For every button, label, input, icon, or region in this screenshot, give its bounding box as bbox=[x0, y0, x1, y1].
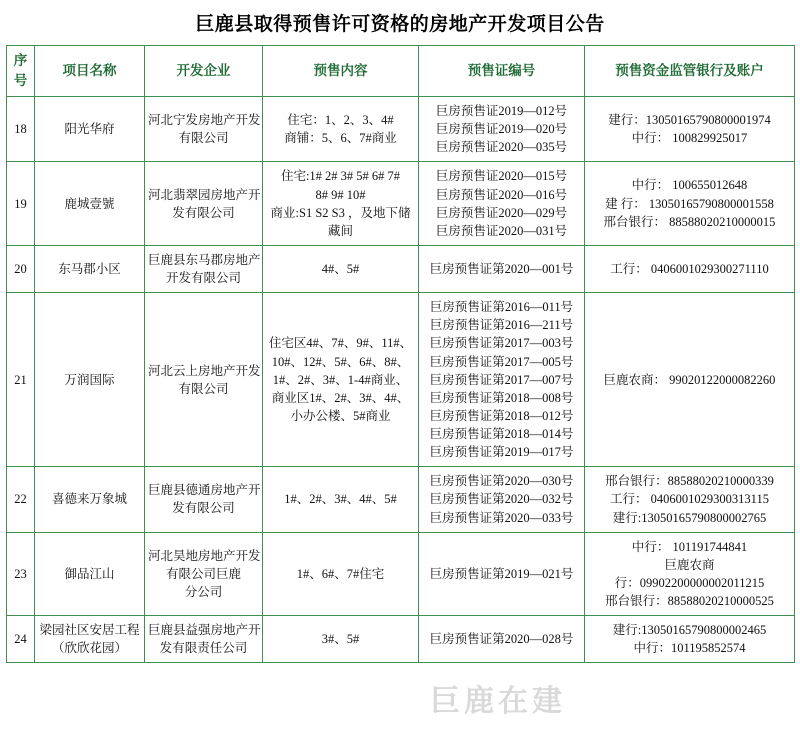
cell-line: 巨房预售证第2020—032号 bbox=[429, 492, 574, 507]
cell-line: 工行： 0406001029300271110 bbox=[610, 261, 769, 276]
cell-line: 1#、2#、3#、4#、5# bbox=[284, 492, 397, 507]
cell-line: 巨房预售证第2018—014号 bbox=[429, 427, 574, 441]
cell-index: 21 bbox=[7, 293, 35, 467]
cell-line: 商业:S1 S2 S3 ，及地下储 bbox=[270, 205, 411, 220]
cell-line: 河北翡翠园房地产开 bbox=[148, 187, 261, 202]
cell-project-name: 万润国际 bbox=[35, 293, 145, 467]
cell-line: 发有限公司 bbox=[172, 501, 235, 516]
cell-presale-content bbox=[263, 162, 419, 246]
cell-line: 巨房预售证2020—016号 bbox=[435, 187, 568, 202]
cell-line: 巨房预售证第2016—211号 bbox=[429, 318, 574, 333]
cell-line: 8# 9# 10# bbox=[315, 187, 366, 202]
table-row bbox=[7, 245, 795, 292]
cell-line: 巨房预售证2020—035号 bbox=[435, 140, 568, 155]
cell-line: 巨房预售证2019—012号 bbox=[435, 104, 568, 118]
cell-project-name: 鹿城壹號 bbox=[35, 162, 145, 246]
cell-line: 巨鹿县德通房地产开 bbox=[148, 483, 261, 498]
announcement-table bbox=[6, 45, 795, 663]
cell-index: 23 bbox=[7, 532, 35, 616]
cell-line: 巨房预售证第2017—005号 bbox=[429, 354, 574, 369]
cell-line: 工行： 0406001029300313115 bbox=[610, 492, 769, 507]
cell-line: 邢台银行：88588020210000525 bbox=[605, 594, 774, 608]
column-header-presale-content: 预售内容 bbox=[263, 46, 419, 97]
cell-line: 商业区1#、2#、3#、4#、 bbox=[271, 390, 410, 405]
cell-line: 巨房预售证第2019—017号 bbox=[429, 445, 574, 460]
cell-line: 开发有限公司 bbox=[165, 271, 241, 285]
cell-bank-account bbox=[585, 616, 795, 663]
cell-line: 商铺：5、6、7#商业 bbox=[284, 131, 397, 146]
cell-bank-account bbox=[585, 162, 795, 246]
cell-presale-content bbox=[263, 532, 419, 616]
page-title: 巨鹿县取得预售许可资格的房地产开发项目公告 bbox=[195, 14, 605, 35]
cell-line: 巨房预售证第2016—011号 bbox=[429, 300, 574, 315]
cell-line: 小办公楼、5#商业 bbox=[290, 408, 391, 423]
cell-developer bbox=[145, 245, 263, 292]
cell-line: 10#、12#、5#、6#、8#、 bbox=[271, 354, 410, 369]
cell-permit-number bbox=[419, 616, 585, 663]
cell-project-name: 御品江山 bbox=[35, 532, 145, 616]
cell-line: 巨房预售证第2020—001号 bbox=[429, 261, 574, 276]
cell-line: 巨鹿县东马郡房地产 bbox=[148, 252, 261, 267]
cell-line: 巨鹿农商 bbox=[664, 557, 715, 572]
cell-line: 巨房预售证2020—015号 bbox=[435, 169, 568, 184]
cell-line: 巨房预售证第2019—021号 bbox=[429, 566, 574, 581]
column-header-index: 序号 bbox=[7, 46, 35, 97]
table-header bbox=[7, 46, 795, 97]
cell-line: 1#、6#、7#住宅 bbox=[296, 566, 385, 581]
cell-index: 18 bbox=[7, 97, 35, 162]
table-row bbox=[7, 616, 795, 663]
table-row bbox=[7, 467, 795, 532]
cell-line: 巨房预售证第2017—003号 bbox=[429, 336, 574, 351]
cell-line: 邢台银行：88588020210000339 bbox=[605, 474, 774, 489]
cell-presale-content bbox=[263, 293, 419, 467]
cell-line: 3#、5# bbox=[321, 632, 360, 647]
table-row bbox=[7, 532, 795, 616]
table-row bbox=[7, 293, 795, 467]
cell-line: 巨鹿农商： 99020122000082260 bbox=[603, 372, 776, 387]
cell-bank-account bbox=[585, 532, 795, 616]
cell-line: 发有限责任公司 bbox=[159, 641, 248, 656]
cell-developer bbox=[145, 616, 263, 663]
cell-line: 1#、2#、3#、1-4#商业、 bbox=[272, 372, 409, 387]
cell-project-name: 阳光华府 bbox=[35, 97, 145, 162]
cell-line: 巨房预售证2020—029号 bbox=[435, 205, 568, 220]
cell-presale-content bbox=[263, 616, 419, 663]
cell-bank-account bbox=[585, 245, 795, 292]
cell-bank-account bbox=[585, 97, 795, 162]
cell-line: 巨房预售证第2018—008号 bbox=[429, 390, 574, 405]
cell-line: 巨房预售证第2020—028号 bbox=[429, 632, 574, 647]
cell-line: 中行：101195852574 bbox=[633, 641, 746, 656]
cell-project-name: 梁园社区安居工程（欣欣花园） bbox=[35, 616, 145, 663]
cell-line: 分公司 bbox=[184, 584, 223, 599]
cell-line: 河北云上房地产开发 bbox=[148, 363, 261, 378]
cell-permit-number bbox=[419, 532, 585, 616]
cell-permit-number bbox=[419, 293, 585, 467]
cell-developer bbox=[145, 162, 263, 246]
cell-line: 住宅：1、2、3、4# bbox=[287, 113, 394, 128]
column-header-permit-number: 预售证编号 bbox=[419, 46, 585, 97]
cell-line: 建行:13050165790800002465 bbox=[612, 623, 767, 638]
column-header-project-name: 项目名称 bbox=[35, 46, 145, 97]
cell-developer bbox=[145, 97, 263, 162]
cell-presale-content bbox=[263, 97, 419, 162]
cell-line: 河北宁发房地产开发 bbox=[148, 113, 261, 128]
cell-line: 河北昊地房地产开发 bbox=[148, 548, 261, 563]
cell-line: 邢台银行： 88588020210000015 bbox=[603, 214, 776, 229]
column-header-bank-account: 预售资金监管银行及账户 bbox=[585, 46, 795, 97]
cell-line: 中行： 100655012648 bbox=[631, 178, 748, 193]
cell-line: 中行： 101191744841 bbox=[631, 539, 748, 554]
cell-index: 24 bbox=[7, 616, 35, 663]
cell-line: 建 行： 13050165790800001558 bbox=[605, 196, 774, 211]
table-body bbox=[7, 97, 795, 663]
cell-developer bbox=[145, 532, 263, 616]
cell-line: 发有限公司 bbox=[172, 205, 235, 220]
table-row bbox=[7, 162, 795, 246]
cell-developer bbox=[145, 467, 263, 532]
cell-developer bbox=[145, 293, 263, 467]
cell-project-name: 喜德来万象城 bbox=[35, 467, 145, 532]
cell-index: 22 bbox=[7, 467, 35, 532]
cell-line: 住宅区4#、7#、9#、11#、 bbox=[268, 336, 413, 351]
cell-index: 20 bbox=[7, 245, 35, 292]
column-header-developer: 开发企业 bbox=[145, 46, 263, 97]
cell-index: 19 bbox=[7, 162, 35, 246]
cell-line: 巨房预售证2020—031号 bbox=[435, 223, 568, 238]
cell-line: 有限公司 bbox=[178, 131, 229, 146]
cell-line: 有限公司 bbox=[178, 381, 229, 396]
table-header-row bbox=[7, 46, 795, 97]
cell-line: 建行:13050165790800002765 bbox=[612, 510, 767, 525]
cell-line: 巨房预售证第2020—030号 bbox=[429, 474, 574, 489]
cell-bank-account bbox=[585, 293, 795, 467]
cell-line: 住宅:1# 2# 3# 5# 6# 7# bbox=[280, 169, 401, 184]
cell-line: 有限公司巨鹿 bbox=[165, 566, 241, 581]
cell-permit-number bbox=[419, 162, 585, 246]
cell-line: 巨鹿县益强房地产开 bbox=[148, 623, 261, 638]
cell-permit-number bbox=[419, 97, 585, 162]
cell-permit-number bbox=[419, 467, 585, 532]
cell-presale-content bbox=[263, 245, 419, 292]
cell-project-name: 东马郡小区 bbox=[35, 245, 145, 292]
cell-permit-number bbox=[419, 245, 585, 292]
cell-line: 建行：13050165790800001974 bbox=[608, 113, 771, 128]
cell-line: 4#、5# bbox=[321, 261, 360, 276]
watermark: 巨鹿在建 bbox=[430, 685, 566, 718]
cell-presale-content bbox=[263, 467, 419, 532]
cell-line: 巨房预售证第2017—007号 bbox=[429, 372, 574, 387]
cell-line: 中行： 100829925017 bbox=[631, 131, 748, 146]
cell-line: 巨房预售证2019—020号 bbox=[435, 122, 568, 137]
cell-line: 藏间 bbox=[327, 223, 353, 238]
table-row bbox=[7, 97, 795, 162]
cell-bank-account bbox=[585, 467, 795, 532]
cell-line: 行：09902200000002011215 bbox=[614, 575, 765, 590]
cell-line: 巨房预售证第2018—012号 bbox=[429, 408, 574, 423]
cell-line: 巨房预售证第2020—033号 bbox=[429, 510, 574, 525]
